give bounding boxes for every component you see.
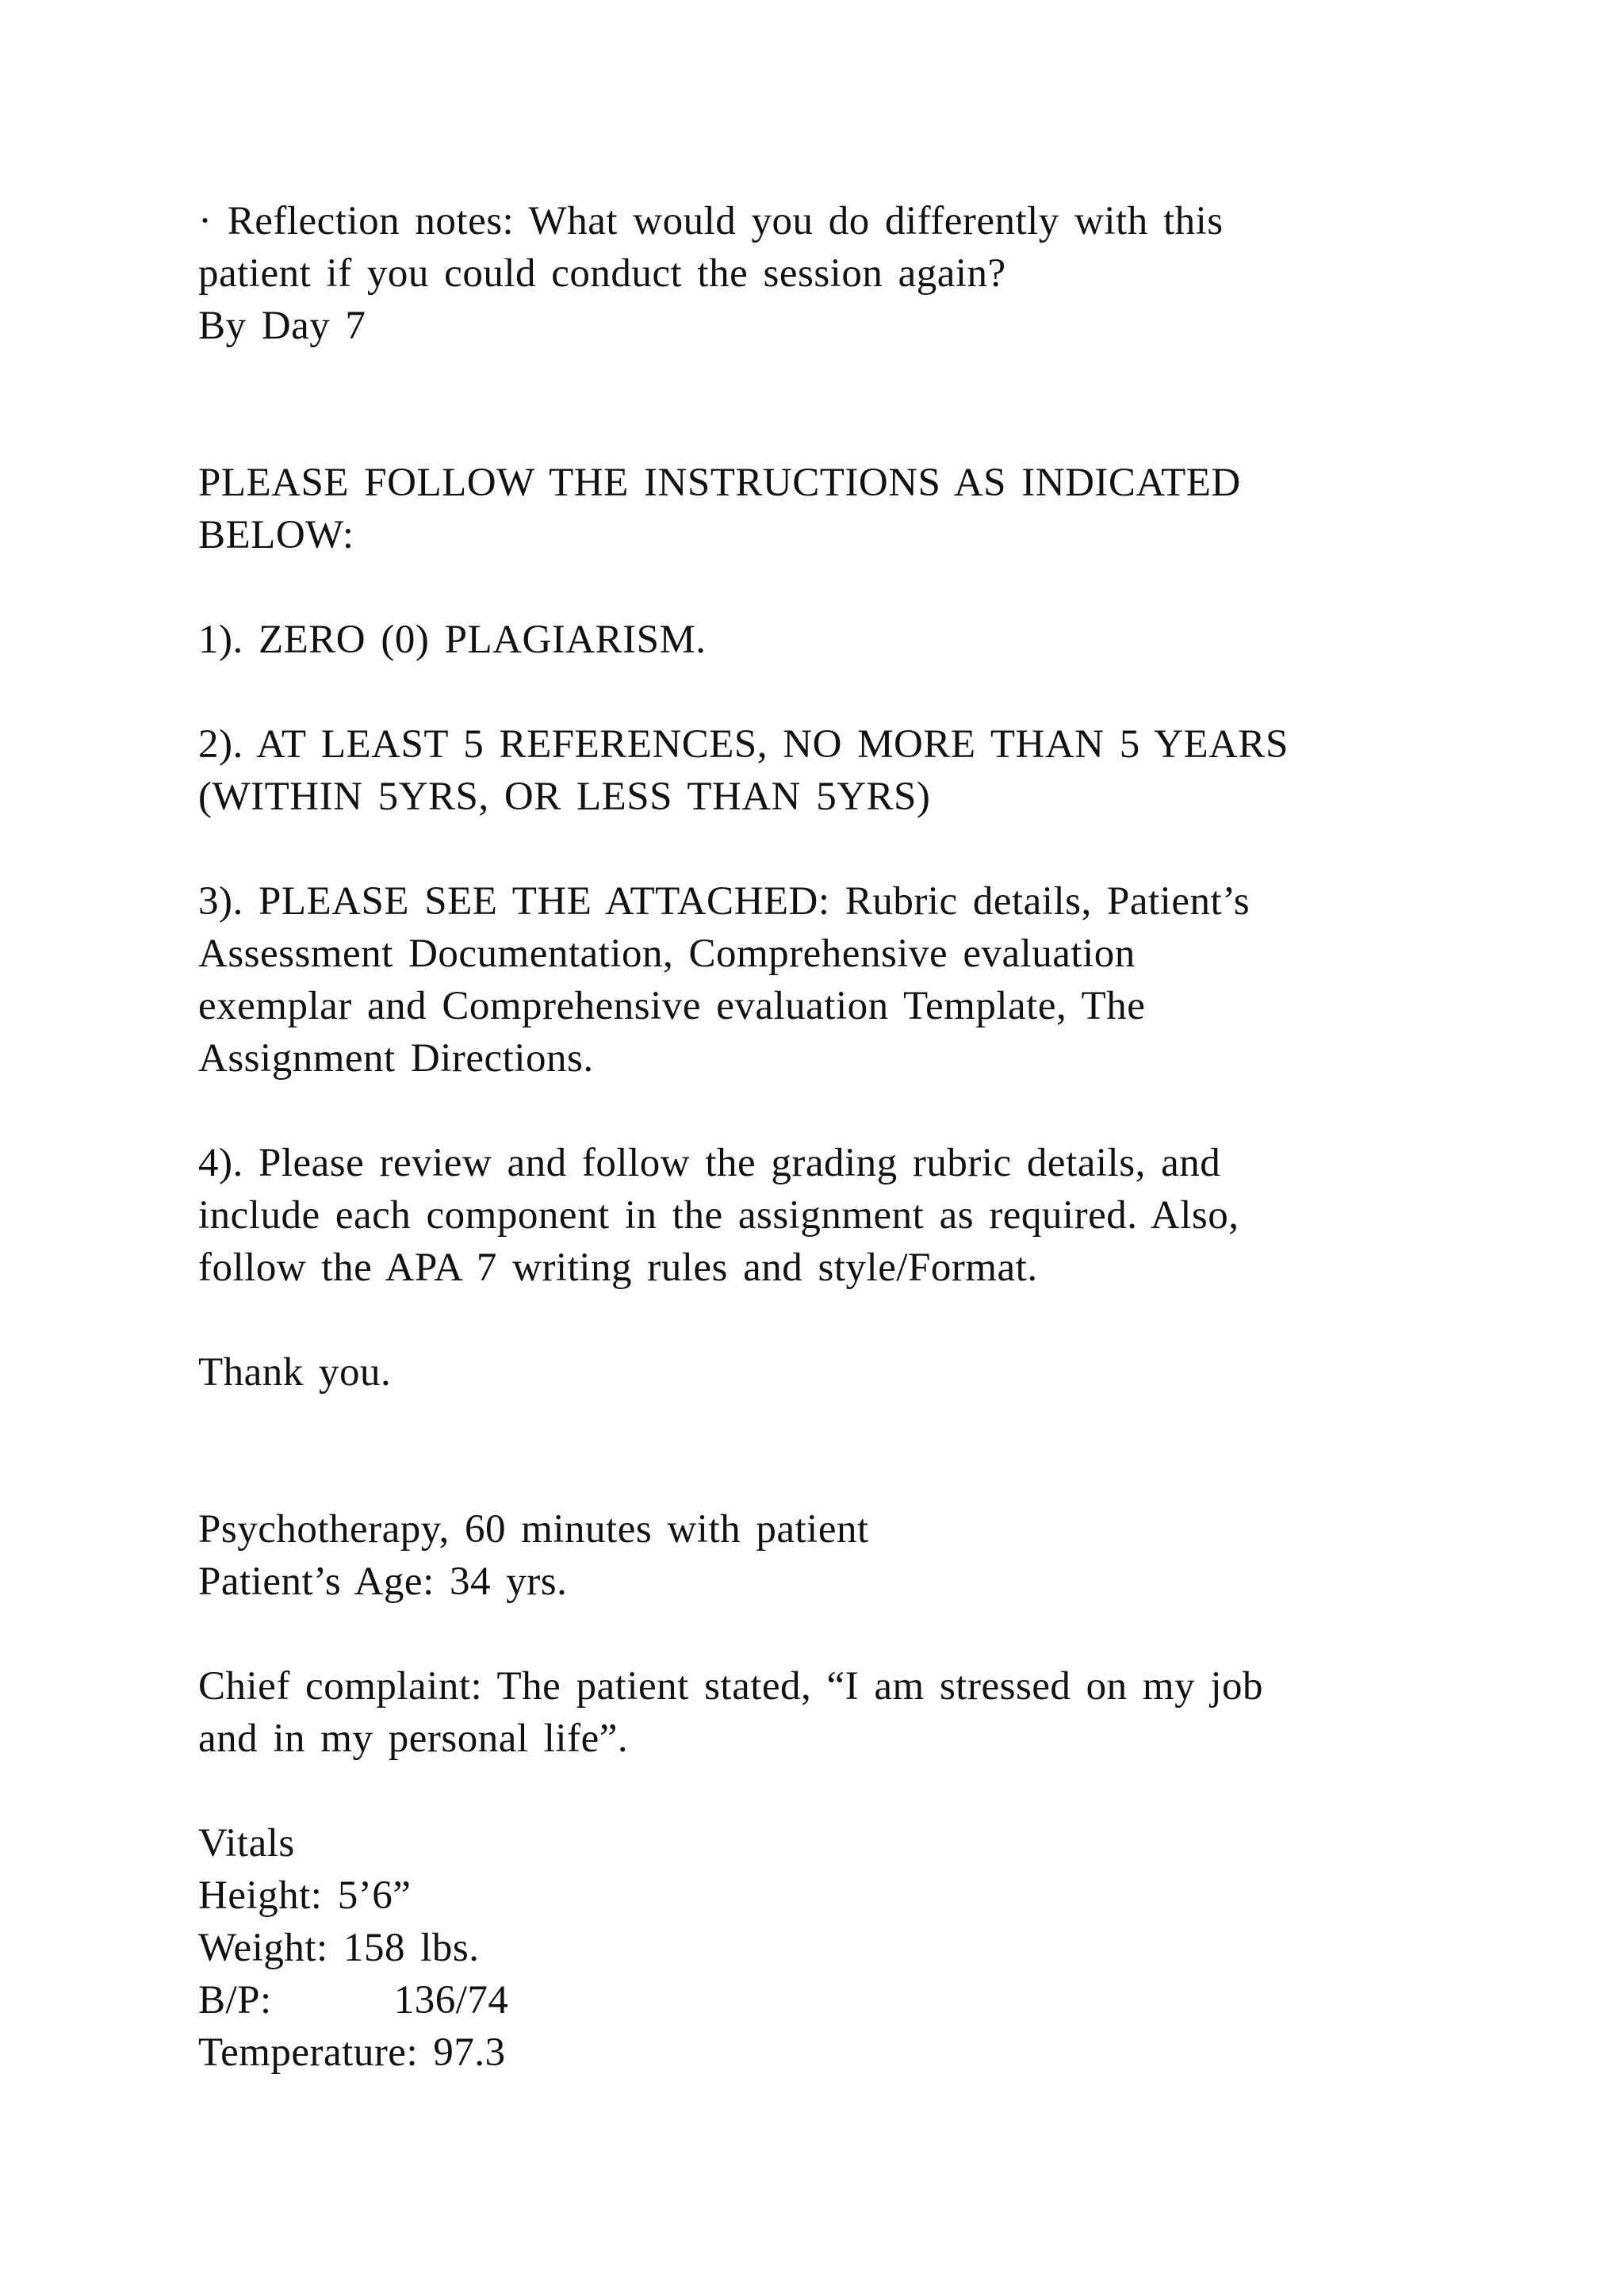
instruction-item-4-line-3: follow the APA 7 writing rules and style/Format. (198, 1246, 1038, 1290)
instruction-item-3-line-1: 3). PLEASE SEE THE ATTACHED: Rubric details, Patient’s (198, 879, 1251, 924)
session-line-1: Psychotherapy, 60 minutes with patient (198, 1507, 869, 1552)
chief-complaint-line-1: Chief complaint: The patient stated, “I am stressed on my job (198, 1664, 1264, 1709)
instruction-item-3-line-4: Assignment Directions. (198, 1036, 594, 1081)
vitals-height: Height: 5’6” (198, 1873, 412, 1918)
chief-complaint-line-2: and in my personal life”. (198, 1716, 629, 1761)
instruction-item-3-line-3: exemplar and Comprehensive evaluation Template, The (198, 984, 1146, 1028)
instructions-heading-line-2: BELOW: (198, 513, 354, 557)
vitals-temperature: Temperature: 97.3 (198, 2030, 506, 2075)
instructions-heading-line-1: PLEASE FOLLOW THE INSTRUCTIONS AS INDICATED (198, 461, 1241, 505)
instruction-item-2-line-2: (WITHIN 5YRS, OR LESS THAN 5YRS) (198, 775, 931, 819)
vitals-blood-pressure: B/P: 136/74 (198, 1978, 509, 2022)
reflection-line-2: patient if you could conduct the session again? (198, 251, 1006, 296)
vitals-weight: Weight: 158 lbs. (198, 1926, 480, 1970)
patient-age-line: Patient’s Age: 34 yrs. (198, 1559, 568, 1604)
instruction-item-2-line-1: 2). AT LEAST 5 REFERENCES, NO MORE THAN 5 YEARS (198, 722, 1289, 767)
due-day-line: By Day 7 (198, 304, 366, 348)
instruction-item-1: 1). ZERO (0) PLAGIARISM. (198, 618, 707, 662)
instruction-item-4-line-1: 4). Please review and follow the grading rubric details, and (198, 1141, 1221, 1185)
thank-you-line: Thank you. (198, 1350, 392, 1395)
reflection-line-1: · Reflection notes: What would you do differently with this (198, 199, 1224, 243)
vitals-heading: Vitals (198, 1821, 295, 1866)
instruction-item-3-line-2: Assessment Documentation, Comprehensive evaluation (198, 932, 1136, 976)
instruction-item-4-line-2: include each component in the assignment as required. Also, (198, 1193, 1239, 1238)
